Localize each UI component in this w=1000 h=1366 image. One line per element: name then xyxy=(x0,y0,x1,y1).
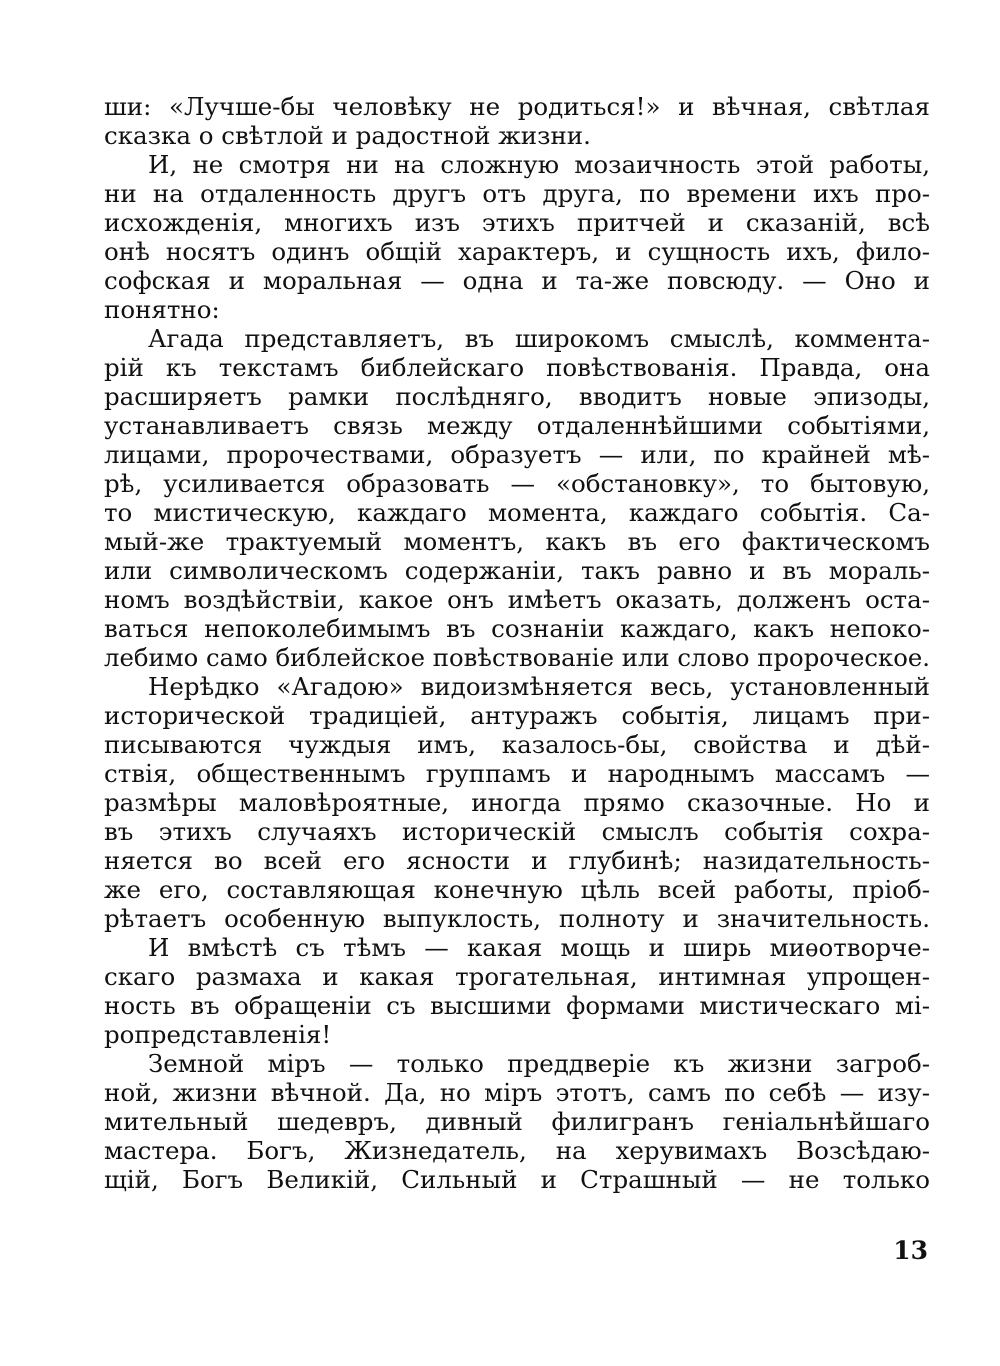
text-line: скаго размаха и какая трогательная, интимная упрощен- xyxy=(104,962,930,991)
text-line: расширяетъ рамки послѣдняго, вводитъ новые эпизоды, xyxy=(104,382,930,411)
text-line: ропредставленія! xyxy=(104,1020,332,1049)
text-line: или символическомъ содержаніи, такъ равно и въ мораль- xyxy=(104,556,930,585)
text-line: ной, жизни вѣчной. Да, но міръ этотъ, самъ по себѣ — изу- xyxy=(104,1078,930,1107)
text-line: щій, Богъ Великій, Сильный и Страшный — не только xyxy=(104,1165,930,1194)
text-line: же его, составляющая конечную цѣль всей работы, пріоб- xyxy=(104,875,930,904)
text-line: онѣ носятъ одинъ общій характеръ, и сущность ихъ, фило- xyxy=(104,237,930,266)
text-line: то мистическую, каждаго момента, каждаго событія. Са- xyxy=(104,498,930,527)
text-line: писываются чуждыя имъ, казалось-бы, свойства и дѣй- xyxy=(104,730,930,759)
text-line: ши: «Лучше-бы человѣку не родиться!» и вѣчная, свѣтлая xyxy=(104,92,930,121)
text-line: мительный шедевръ, дивный филигранъ геніальнѣйшаго xyxy=(104,1107,930,1136)
text-line: И, не смотря ни на сложную мозаичность этой работы, xyxy=(148,150,930,179)
text-line: рѣтаетъ особенную выпуклость, полноту и значительность. xyxy=(104,904,930,933)
text-line: софская и моральная — одна и та-же повсюду. — Оно и xyxy=(104,266,930,295)
text-line: Нерѣдко «Агадою» видоизмѣняется весь, установленный xyxy=(148,672,930,701)
text-line: Земной міръ — только преддверіе къ жизни загроб- xyxy=(148,1049,930,1078)
text-line: няется во всей его ясности и глубинѣ; назидательность- xyxy=(104,846,930,875)
page-number: 13 xyxy=(893,1236,928,1265)
text-line: въ этихъ случаяхъ историческій смыслъ событія сохра- xyxy=(104,817,930,846)
text-line: понятно: xyxy=(104,295,220,324)
text-line: сказка о свѣтлой и радостной жизни. xyxy=(104,121,591,150)
text-line: мый-же трактуемый моментъ, какъ въ его фактическомъ xyxy=(104,527,930,556)
text-line: исторической традиціей, антуражъ событія, лицамъ при- xyxy=(104,701,930,730)
text-line: исхожденія, многихъ изъ этихъ притчей и сказаній, всѣ xyxy=(104,208,930,237)
text-line: размѣры маловѣроятные, иногда прямо сказочные. Но и xyxy=(104,788,930,817)
text-line: ни на отдаленность другъ отъ друга, по времени ихъ про- xyxy=(104,179,930,208)
text-line: рій къ текстамъ библейскаго повѣствованія. Правда, она xyxy=(104,353,930,382)
text-line: Агада представляетъ, въ широкомъ смыслѣ, коммента- xyxy=(148,324,930,353)
body-text xyxy=(104,92,930,1194)
text-line: И вмѣстѣ съ тѣмъ — какая мощь и ширь миѳотворче- xyxy=(148,933,930,962)
text-line: лицами, пророчествами, образуетъ — или, по крайней мѣ- xyxy=(104,440,930,469)
text-line: номъ воздѣйствіи, какое онъ имѣетъ оказать, долженъ оста- xyxy=(104,585,930,614)
text-line: рѣ, усиливается образовать — «обстановку», то бытовую, xyxy=(104,469,930,498)
text-line: мастера. Богъ, Жизнедатель, на херувимахъ Возсѣдаю- xyxy=(104,1136,930,1165)
text-line: ствія, общественнымъ группамъ и народнымъ массамъ — xyxy=(104,759,930,788)
text-line: устанавливаетъ связь между отдаленнѣйшими событіями, xyxy=(104,411,930,440)
text-line: лебимо само библейское повѣствованіе или слово пророческое. xyxy=(104,643,930,672)
text-line: ваться непоколебимымъ въ сознаніи каждаго, какъ непоко- xyxy=(104,614,930,643)
text-line: ность въ обращеніи съ высшими формами мистическаго мі- xyxy=(104,991,930,1020)
